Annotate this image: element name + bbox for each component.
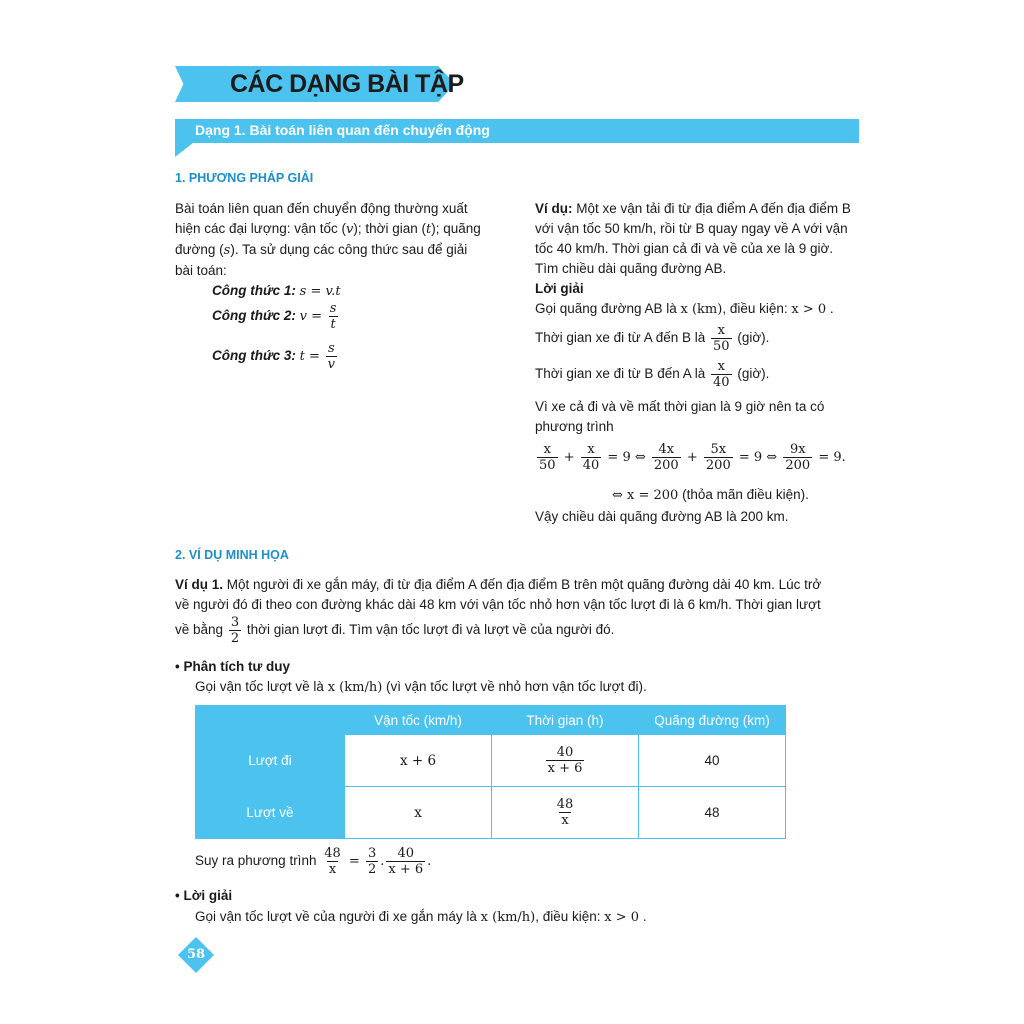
table-header-row	[196, 706, 786, 735]
solution-conclusion: Vậy chiều dài quãng đường AB là 200 km.	[535, 509, 789, 524]
table-header-cell: Vận tốc (km/h)	[345, 706, 492, 735]
intro-line: Bài toán liên quan đến chuyển động thường xuất	[175, 201, 468, 216]
solution-line-ab: Thời gian xe đi từ A đến B là $\frac{x}{50}$ (giờ).	[535, 323, 770, 354]
analysis-line: Gọi vận tốc lượt về là x (km/h) (vì vận tốc lượt về nhỏ hơn vận tốc lượt đi).	[195, 679, 647, 695]
example-1-line-3: về bằng $\frac{3}{2}$ thời gian lượt đi. Tìm vận tốc lượt đi và lượt về của người đó.	[175, 615, 615, 646]
motion-table	[195, 705, 786, 839]
section-subtitle: Dạng 1. Bài toán liên quan đến chuyển động	[195, 122, 490, 138]
speed-cell: x + 6	[345, 735, 492, 787]
intro-line: bài toán:	[175, 263, 227, 278]
example-line: tốc 40 km/h. Thời gian cả đi và về của xe là 9 giờ.	[535, 241, 834, 256]
example-1	[175, 575, 865, 615]
example-line: Ví dụ: Một xe vận tải đi từ địa điểm A đến địa điểm B	[535, 201, 851, 216]
section-2-title: 2. VÍ DỤ MINH HỌA	[175, 548, 289, 562]
formula-2: Công thức 2: v = $\frac{s}{t}$	[212, 301, 337, 332]
table-header-cell: Quãng đường (km)	[639, 706, 786, 735]
intro-line: đường (s). Ta sử dụng các công thức sau để giải	[175, 242, 468, 258]
solution-result: ⇔ x = 200 (thỏa mãn điều kiện).	[612, 487, 809, 503]
table-header-cell	[196, 706, 345, 735]
solution-line: Gọi quãng đường AB là x (km), điều kiện: x > 0 .	[535, 301, 834, 317]
analysis-heading: • Phân tích tư duy	[175, 659, 291, 674]
row-label: Lượt đi	[196, 735, 345, 787]
derived-equation: Suy ra phương trình $\frac{48}{x}$ = $\frac{3}{2}$ . $\frac{40}{x + 6}$ .	[195, 846, 432, 877]
example-1-line: Ví dụ 1. Một người đi xe gắn máy, đi từ địa điểm A đến địa điểm B trên một quãng đường dài 40 km. Lúc trở	[175, 577, 822, 592]
distance-cell: 48	[639, 787, 786, 839]
example-line: với vận tốc 50 km/h, rồi từ B quay ngay về A với vận	[535, 221, 848, 236]
time-cell: $\frac{48}{x}$	[492, 787, 639, 839]
solution-line: Vì xe cả đi và về mất thời gian là 9 giờ nên ta có	[535, 399, 825, 414]
example-block	[535, 199, 860, 320]
example-line: Tìm chiều dài quãng đường AB.	[535, 261, 727, 276]
formula-3: Công thức 3: t = $\frac{s}{v}$	[212, 341, 336, 372]
solution-line: Gọi vận tốc lượt về của người đi xe gắn máy là x (km/h), điều kiện: x > 0 .	[195, 909, 647, 925]
equation-chain: $\frac{x}{50}$ + $\frac{x}{40}$ = 9 ⇔ $\frac{4x}{200}$ + $\frac{5x}{200}$ = 9 ⇔ $\frac{9x}{200}$ = 9.	[539, 442, 846, 473]
solution-label: Lời giải	[535, 281, 584, 296]
example-1-line: về người đó đi theo con đường khác dài 48 km với vận tốc nhỏ hơn vận tốc lượt đi là 6 km/h. Thời gian lượt	[175, 597, 821, 612]
table-header-cell: Thời gian (h)	[492, 706, 639, 735]
method-intro	[175, 199, 500, 281]
solution-line: phương trình	[535, 419, 614, 434]
row-label: Lượt về	[196, 787, 345, 839]
page-title: CÁC DẠNG BÀI TẬP	[230, 70, 464, 98]
table-row	[196, 735, 786, 787]
section-1-title: 1. PHƯƠNG PHÁP GIẢI	[175, 171, 314, 185]
page-number: 58	[186, 947, 206, 962]
solution-heading: • Lời giải	[175, 888, 233, 903]
solution-line-ba: Thời gian xe đi từ B đến A là $\frac{x}{40}$ (giờ).	[535, 359, 770, 390]
table-row	[196, 787, 786, 839]
formula-1: Công thức 1: s = v.t	[212, 283, 341, 299]
distance-cell: 40	[639, 735, 786, 787]
time-cell: $\frac{40}{x + 6}$	[492, 735, 639, 787]
speed-cell: x	[345, 787, 492, 839]
intro-line: hiện các đại lượng: vận tốc (v); thời gian (t); quãng	[175, 221, 481, 237]
solution-reason	[535, 397, 860, 437]
subtitle-bar-tail	[175, 143, 193, 157]
